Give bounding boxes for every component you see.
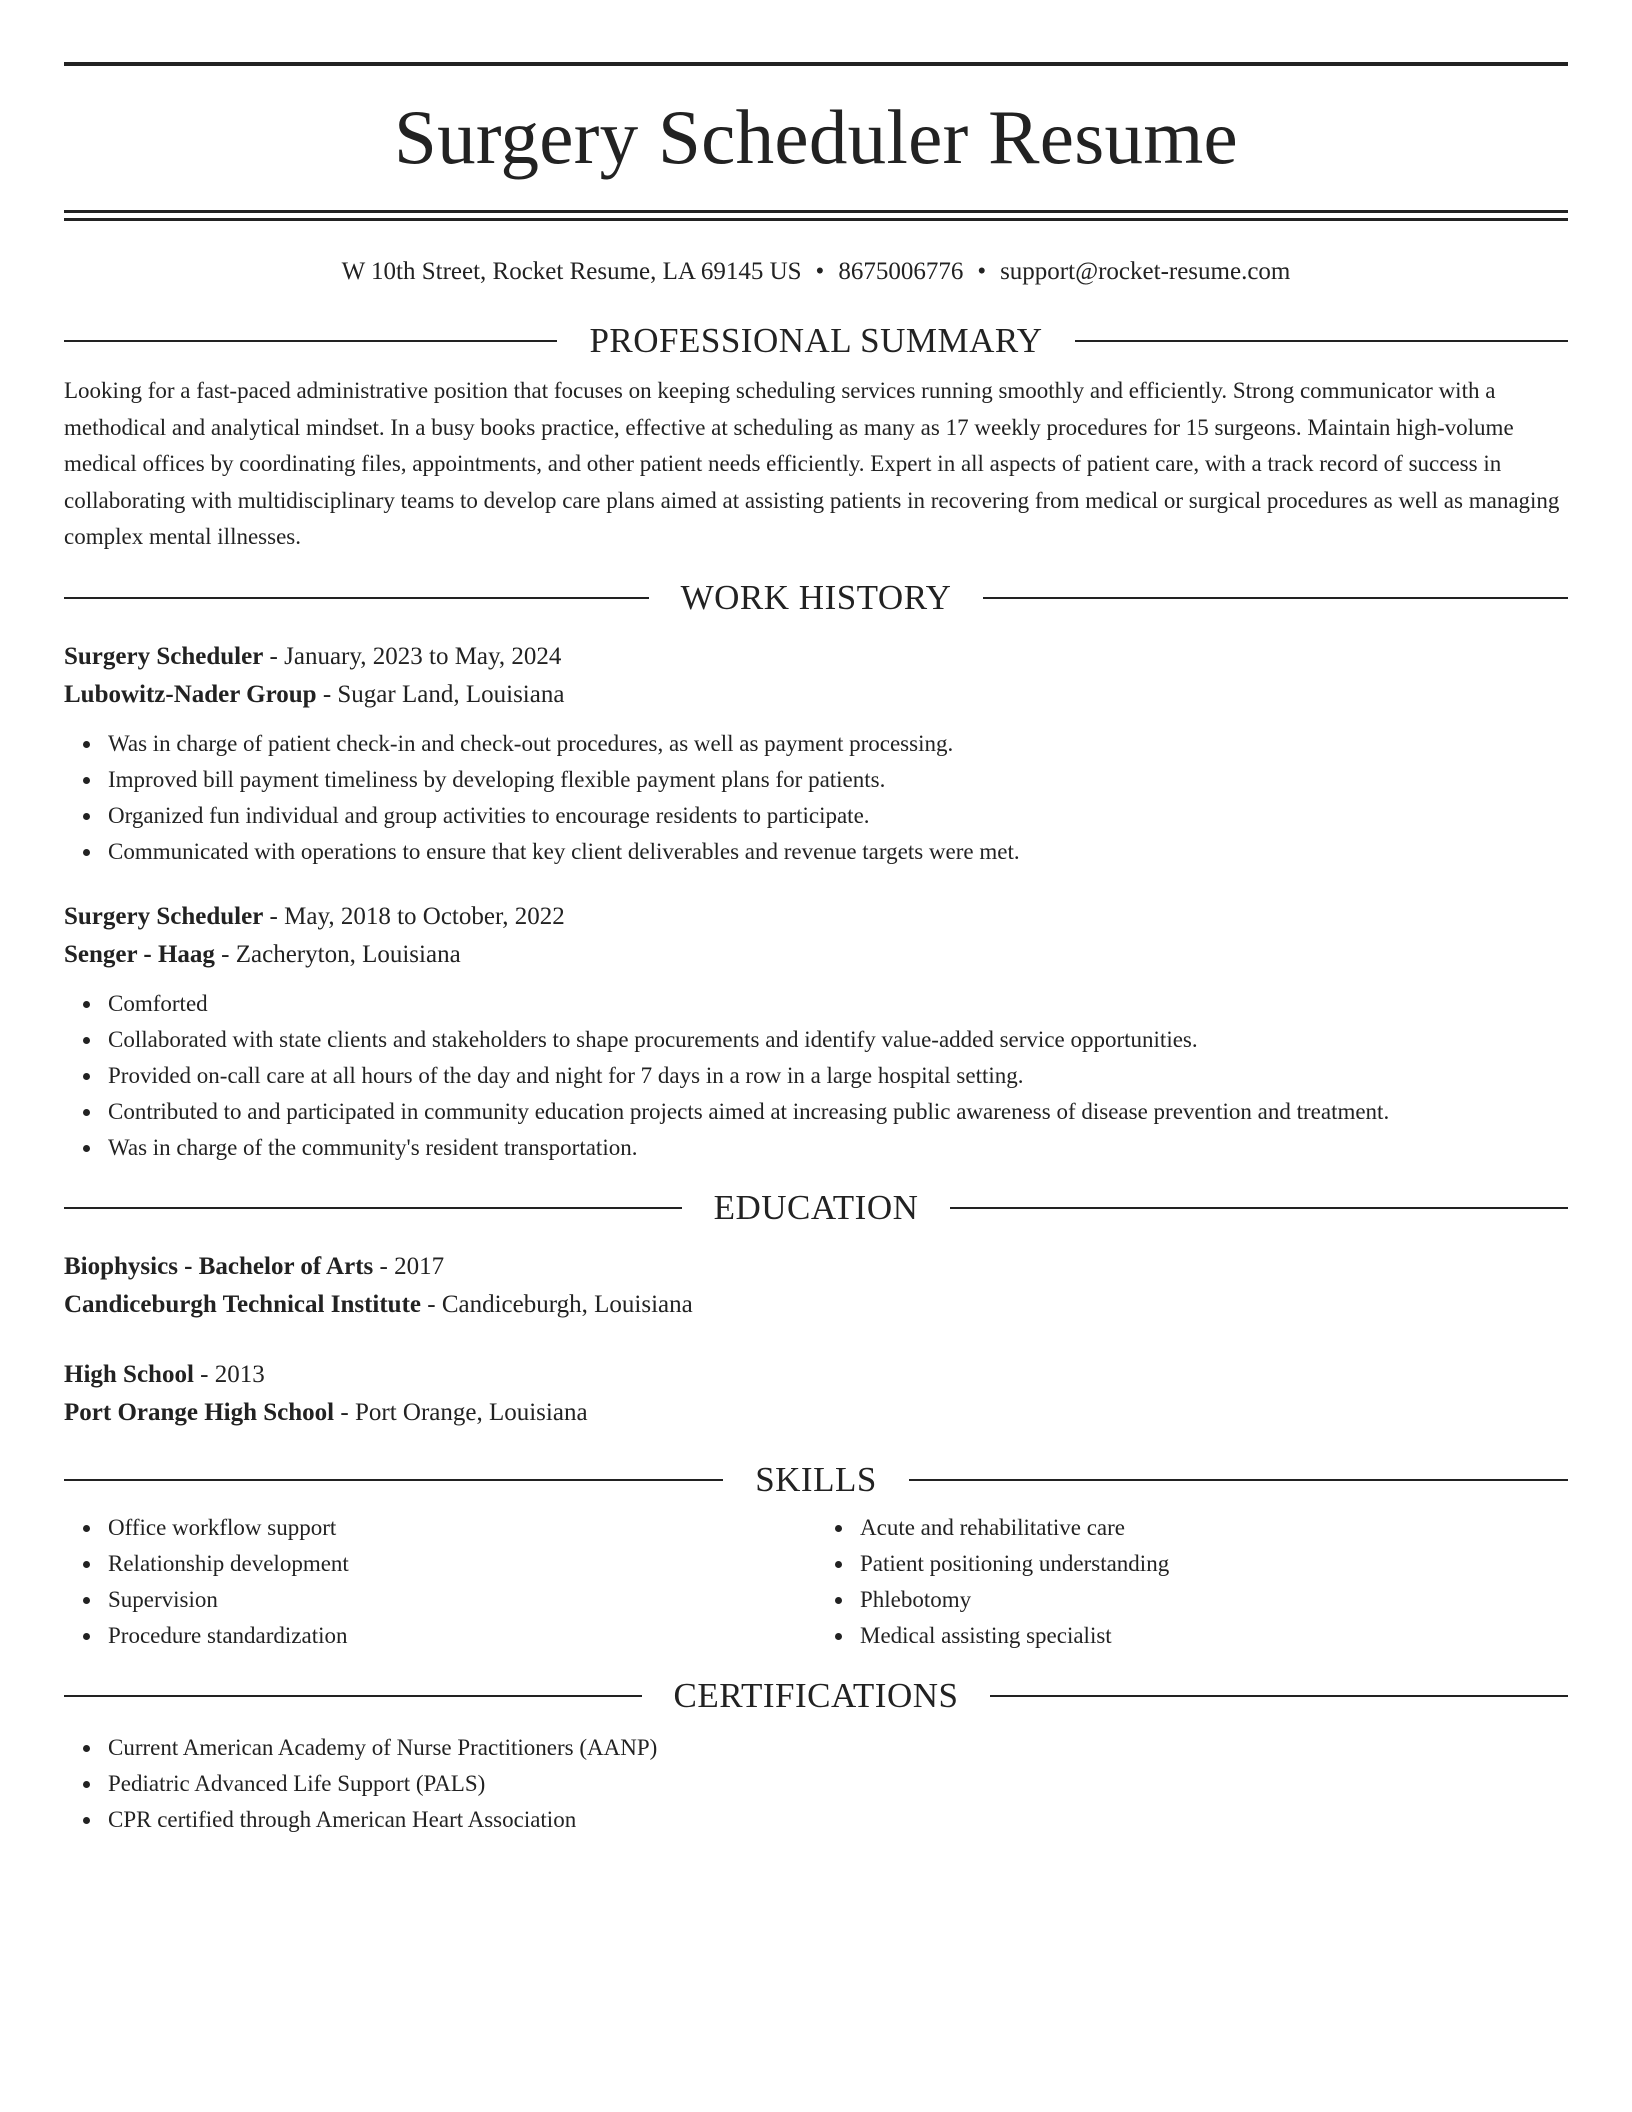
education-location: - Candiceburgh, Louisiana <box>421 1290 693 1318</box>
section-header-education <box>64 1188 1568 1228</box>
education-school-line <box>64 1394 1568 1432</box>
section-header-summary <box>64 321 1568 361</box>
divider-line <box>64 1207 682 1209</box>
job-title-line <box>64 638 1568 676</box>
education-degree: High School <box>64 1360 194 1388</box>
contact-phone: 8675006776 <box>838 258 964 285</box>
job-employer-line <box>64 676 1568 714</box>
summary-text: Looking for a fast-paced administrative position that focuses on keeping scheduling services running smoothly and efficiently. Strong communicator with a methodical and analytical mindset. In a busy books practice, effective at scheduling as many as 17 weekly procedures for 15 surgeons. Maintain high-volume medical offices by coordinating files, appointments, and other patient needs efficiently. Expert in all aspects of patient care, with a track record of success in collaborating with multidisciplinary teams to develop care plans aimed at assisting patients in recovering from medical or surgical procedures as well as managing complex mental illnesses. <box>64 378 1560 549</box>
skill-item: Office workflow support <box>108 1510 816 1546</box>
education-year: - 2013 <box>193 1360 265 1388</box>
job-dates: - May, 2018 to October, 2022 <box>263 902 565 930</box>
divider-line <box>1075 340 1568 342</box>
job-title: Surgery Scheduler <box>64 642 264 670</box>
divider-line <box>990 1695 1568 1697</box>
skill-item: Medical assisting specialist <box>860 1618 1568 1654</box>
skill-item: Supervision <box>108 1582 816 1618</box>
job-entry <box>64 898 1568 1166</box>
job-employer: Senger - Haag <box>64 940 215 968</box>
education-school: Candiceburgh Technical Institute <box>64 1290 422 1318</box>
job-employer: Lubowitz-Nader Group <box>64 680 317 708</box>
resume-title: Surgery Scheduler Resume <box>393 94 1239 180</box>
job-entry <box>64 638 1568 870</box>
job-location: - Sugar Land, Louisiana <box>316 680 565 708</box>
title-double-rule <box>64 210 1568 221</box>
certification-item: CPR certified through American Heart Association <box>108 1802 1568 1838</box>
education-entry <box>64 1248 1568 1324</box>
divider-line <box>64 597 649 599</box>
job-bullet: Contributed to and participated in community education projects aimed at increasing public awareness of disease prevention and treatment. <box>108 1094 1568 1130</box>
section-title-summary: PROFESSIONAL SUMMARY <box>589 321 1043 360</box>
contact-line <box>64 257 1568 287</box>
skill-item: Acute and rehabilitative care <box>860 1510 1568 1546</box>
top-rule <box>64 62 1568 66</box>
education-degree-line <box>64 1248 1568 1286</box>
divider-line <box>64 340 557 342</box>
skills-list-left <box>64 1510 816 1654</box>
education-school: Port Orange High School <box>64 1398 335 1426</box>
divider-line <box>909 1479 1568 1481</box>
job-bullets <box>64 726 1568 870</box>
contact-separator: • <box>815 258 825 285</box>
skills-column-right <box>816 1510 1568 1654</box>
contact-email: support@rocket-resume.com <box>1000 258 1291 285</box>
job-location: - Zacheryton, Louisiana <box>214 940 461 968</box>
skills-column-left <box>64 1510 816 1654</box>
skill-item: Relationship development <box>108 1546 816 1582</box>
skills-list-right <box>816 1510 1568 1654</box>
education-degree: Biophysics - Bachelor of Arts <box>64 1252 374 1280</box>
section-title-education: EDUCATION <box>713 1187 919 1227</box>
job-bullet: Comforted <box>108 986 1568 1022</box>
job-dates: - January, 2023 to May, 2024 <box>263 642 562 670</box>
certification-item: Current American Academy of Nurse Practitioners (AANP) <box>108 1730 1568 1766</box>
job-bullet: Was in charge of patient check-in and check-out procedures, as well as payment processing. <box>108 726 1568 762</box>
section-header-work <box>64 578 1568 618</box>
skill-item: Procedure standardization <box>108 1618 816 1654</box>
skill-item: Patient positioning understanding <box>860 1546 1568 1582</box>
skill-item: Phlebotomy <box>860 1582 1568 1618</box>
job-bullet: Collaborated with state clients and stakeholders to shape procurements and identify value-added service opportunities. <box>108 1022 1568 1058</box>
section-header-skills <box>64 1460 1568 1500</box>
job-title: Surgery Scheduler <box>64 902 264 930</box>
divider-line <box>64 1695 642 1697</box>
job-employer-line <box>64 936 1568 974</box>
education-school-line <box>64 1286 1568 1324</box>
certification-item: Pediatric Advanced Life Support (PALS) <box>108 1766 1568 1802</box>
job-bullet: Was in charge of the community's resident transportation. <box>108 1130 1568 1166</box>
divider-line <box>983 597 1568 599</box>
divider-line <box>64 1479 723 1481</box>
job-bullets <box>64 986 1568 1166</box>
divider-line <box>950 1207 1568 1209</box>
contact-separator: • <box>977 258 987 285</box>
section-header-certifications <box>64 1676 1568 1716</box>
job-bullet: Improved bill payment timeliness by developing flexible payment plans for patients. <box>108 762 1568 798</box>
skills-grid <box>64 1510 1568 1654</box>
job-bullet: Provided on-call care at all hours of the day and night for 7 days in a row in a large hospital setting. <box>108 1058 1568 1094</box>
certifications-list <box>64 1730 1568 1838</box>
contact-address: W 10th Street, Rocket Resume, LA 69145 US <box>341 258 802 285</box>
section-title-skills: SKILLS <box>755 1459 877 1499</box>
job-bullet: Organized fun individual and group activities to encourage residents to participate. <box>108 798 1568 834</box>
education-year: - 2017 <box>373 1252 445 1280</box>
job-title-line <box>64 898 1568 936</box>
job-bullet: Communicated with operations to ensure that key client deliverables and revenue targets were met. <box>108 834 1568 870</box>
section-title-work: WORK HISTORY <box>680 577 952 617</box>
education-degree-line <box>64 1356 1568 1394</box>
education-location: - Port Orange, Louisiana <box>334 1398 588 1426</box>
section-title-certifications: CERTIFICATIONS <box>673 1675 959 1715</box>
education-entry <box>64 1356 1568 1432</box>
